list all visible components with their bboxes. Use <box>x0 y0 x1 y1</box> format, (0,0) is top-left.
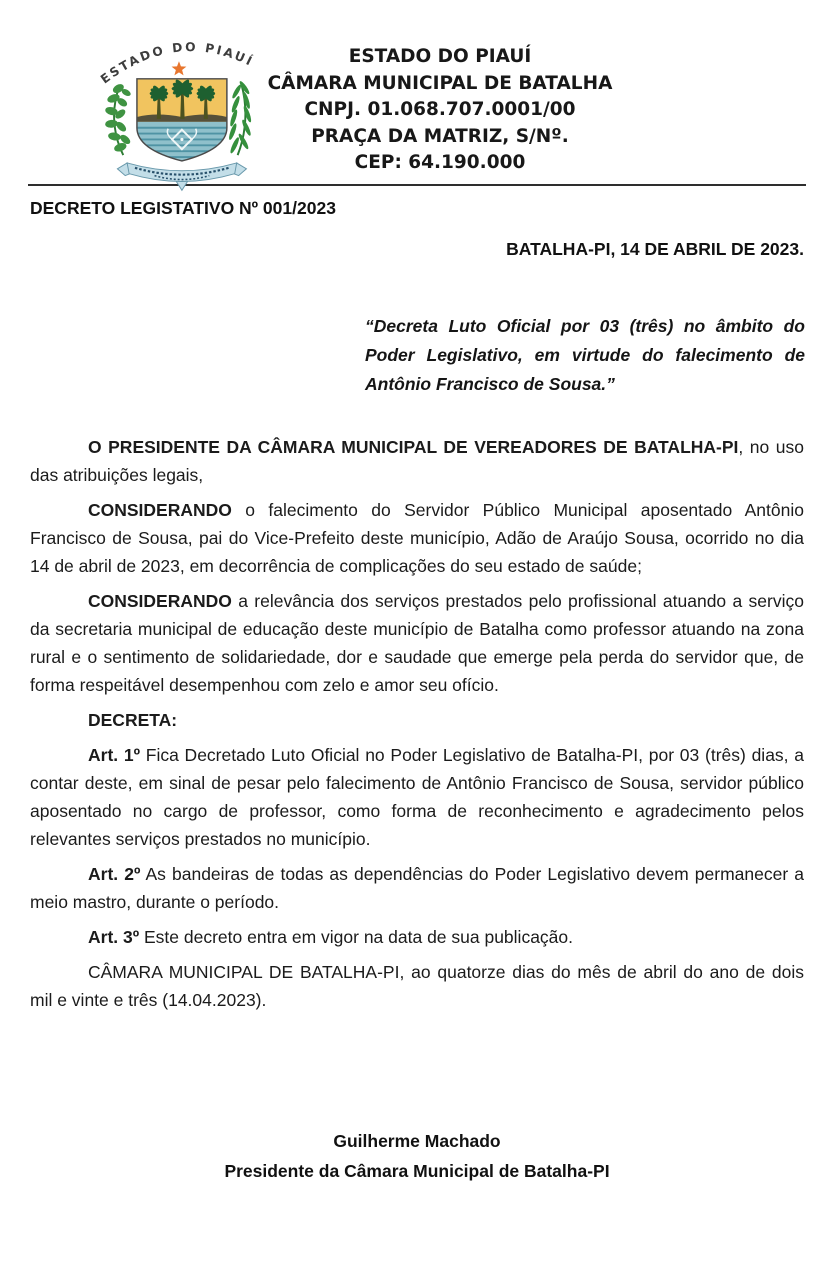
article-2-rest: As bandeiras de todas as dependências do Poder Legislativo devem permanecer a meio mastro, durante o período. <box>30 864 804 912</box>
article-2-paragraph <box>30 860 804 916</box>
org-line-chamber: CÂMARA MUNICIPAL DE BATALHA <box>267 72 613 94</box>
article-2-lead: Art. 2º <box>88 864 141 884</box>
star-icon <box>172 61 187 75</box>
document-title: DECRETO LEGISTATIVO Nº 001/2023 <box>30 198 336 218</box>
org-header-block <box>235 44 645 177</box>
article-1-paragraph <box>30 741 804 853</box>
considerando-1-lead: CONSIDERANDO <box>88 500 232 520</box>
decreta-heading: DECRETA: <box>88 710 178 730</box>
crest-arc-text: ESTADO DO PIAUÍ <box>97 40 257 87</box>
considerando-1-paragraph <box>30 496 804 580</box>
signature-name: Guilherme Machado <box>333 1131 501 1151</box>
considerando-2-paragraph <box>30 587 804 699</box>
letterhead <box>0 0 834 184</box>
article-1-lead: Art. 1º <box>88 745 141 765</box>
coat-of-arms <box>90 34 266 196</box>
dateline: BATALHA-PI, 14 DE ABRIL DE 2023. <box>506 239 804 259</box>
article-3-rest: Este decreto entra em vigor na data de sua publicação. <box>139 927 574 947</box>
org-line-cep: CEP: 64.190.000 <box>354 152 526 173</box>
left-branch-icon <box>104 82 132 155</box>
preamble-rest: , no uso das atribuições legais, <box>30 437 804 485</box>
considerando-2-rest: a relevância dos serviços prestados pelo profissional atuando a serviço da secretaria municipal de educação deste município de Batalha como professor atuando na zona rural e o sentimento de solidariedade, dor e saudade que emerge pela perda do servidor que, de forma respeitável desempenhou com zelo e amor seu ofício. <box>30 591 804 695</box>
document-body <box>0 196 834 1186</box>
org-line-address: PRAÇA DA MATRIZ, S/Nº. <box>311 125 569 147</box>
considerando-1-rest: o falecimento do Servidor Público Municipal aposentado Antônio Francisco de Sousa, pai do Vice-Prefeito deste município, Adão de Araújo Sousa, ocorrido no dia 14 de abril de 2023, em decorrência de complicações do seu estado de saúde; <box>30 500 804 576</box>
epigraph-quote: “Decreta Luto Oficial por 03 (três) no âmbito do Poder Legislativo, em virtude do falecimento de Antônio Francisco de Sousa.” <box>365 316 805 394</box>
closing-paragraph: CÂMARA MUNICIPAL DE BATALHA-PI, ao quatorze dias do mês de abril do ano de dois mil e vinte e três (14.04.2023). <box>30 962 804 1010</box>
org-line-cnpj: CNPJ. 01.068.707.0001/00 <box>304 99 576 120</box>
article-3-lead: Art. 3º <box>88 927 140 947</box>
preamble-lead: O PRESIDENTE DA CÂMARA MUNICIPAL DE VEREADORES DE BATALHA-PI <box>88 437 739 457</box>
ribbon-banner <box>117 163 246 190</box>
signature-role: Presidente da Câmara Municipal de Batalha-PI <box>224 1161 610 1181</box>
preamble-paragraph <box>30 433 804 489</box>
considerando-2-lead: CONSIDERANDO <box>88 591 232 611</box>
article-1-rest: Fica Decretado Luto Oficial no Poder Legislativo de Batalha-PI, por 03 (três) dias, a contar deste, em sinal de pesar pelo falecimento de Antônio Francisco de Sousa, servidor público aposentado no cargo de professor, como forma de reconhecimento e agradecimento pelos relevantes serviços prestados no município. <box>30 745 805 849</box>
right-branch-icon <box>228 80 253 155</box>
org-line-state: ESTADO DO PIAUÍ <box>348 46 532 67</box>
article-3-paragraph <box>30 923 804 951</box>
